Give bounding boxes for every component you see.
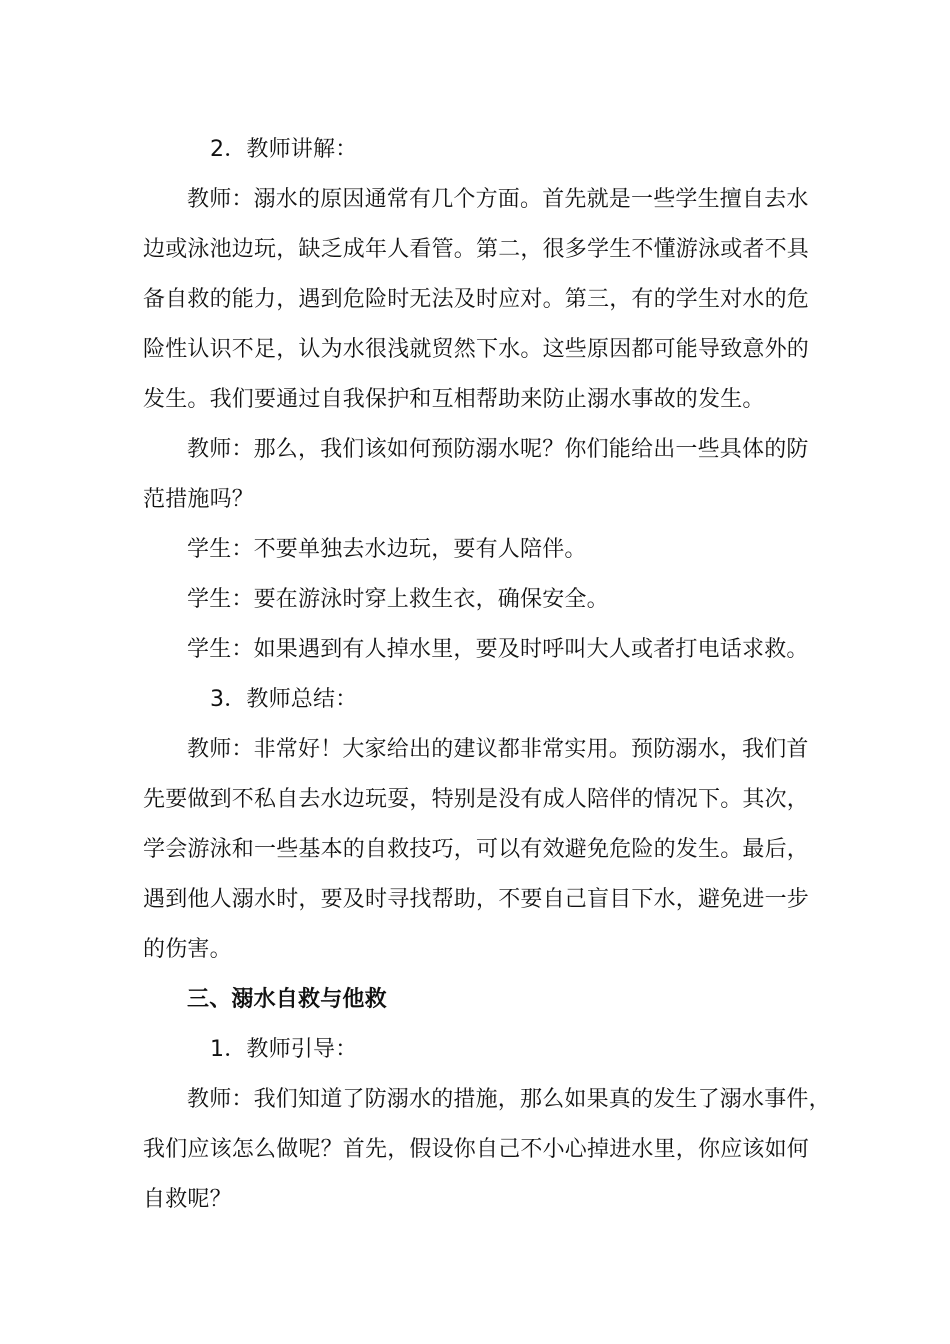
section-heading: 三、溺水自救与他救 (187, 987, 387, 1012)
paragraph-line: 的伤害。 (143, 937, 232, 962)
paragraph-line: 教师：我们知道了防溺水的措施，那么如果真的发生了溺水事件， (187, 1087, 831, 1112)
paragraph-line: 教师：那么，我们该如何预防溺水呢？你们能给出一些具体的防 (187, 437, 809, 462)
step-heading-teacher-guidance: 1．教师引导： (210, 1037, 358, 1062)
paragraph-line: 教师：非常好！大家给出的建议都非常实用。预防溺水，我们首 (187, 737, 809, 762)
paragraph-line: 遇到他人溺水时，要及时寻找帮助，不要自己盲目下水，避免进一步 (143, 887, 810, 912)
paragraph-line: 备自救的能力，遇到危险时无法及时应对。第三，有的学生对水的危 (143, 287, 810, 312)
paragraph-line: 先要做到不私自去水边玩耍，特别是没有成人陪伴的情况下。其次， (143, 787, 810, 812)
paragraph-line: 自救呢？ (143, 1187, 232, 1212)
student-answer: 学生：如果遇到有人掉水里，要及时呼叫大人或者打电话求救。 (187, 637, 809, 662)
step-heading-teacher-summary: 3．教师总结： (210, 687, 358, 712)
paragraph-line: 发生。我们要通过自我保护和互相帮助来防止溺水事故的发生。 (143, 387, 765, 412)
paragraph-line: 边或泳池边玩，缺乏成年人看管。第二，很多学生不懂游泳或者不具 (143, 237, 810, 262)
paragraph-line: 学会游泳和一些基本的自救技巧，可以有效避免危险的发生。最后， (143, 837, 810, 862)
step-heading-teacher-explanation: 2．教师讲解： (210, 137, 358, 162)
paragraph-line: 我们应该怎么做呢？首先，假设你自己不小心掉进水里，你应该如何 (143, 1137, 810, 1162)
paragraph-line: 教师：溺水的原因通常有几个方面。首先就是一些学生擅自去水 (187, 187, 809, 212)
paragraph-line: 险性认识不足，认为水很浅就贸然下水。这些原因都可能导致意外的 (143, 337, 810, 362)
paragraph-line: 范措施吗？ (143, 487, 255, 512)
student-answer: 学生：要在游泳时穿上救生衣，确保安全。 (187, 587, 609, 612)
student-answer: 学生：不要单独去水边玩，要有人陪伴。 (187, 537, 587, 562)
